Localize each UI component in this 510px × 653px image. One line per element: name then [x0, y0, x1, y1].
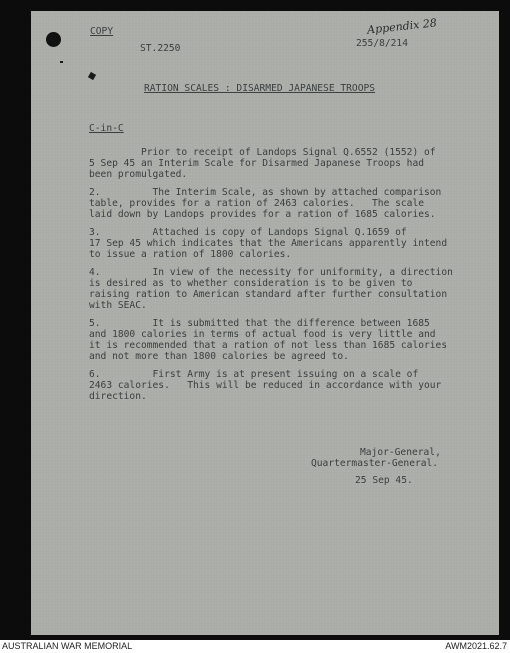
paragraph-5: 5. It is submitted that the difference between 1685 and 1800 calories in terms of actual food is very little and it is recommended that a ration of not less than 1685 calories and not more than 1800 calories be agreed to.: [89, 318, 448, 362]
signature-title: Quartermaster-General.: [311, 458, 439, 469]
signature-rank: Major-General,: [360, 447, 441, 458]
footer-institution: AUSTRALIAN WAR MEMORIAL: [2, 641, 133, 651]
document-date: 25 Sep 45.: [355, 475, 413, 486]
addressee: C-in-C: [89, 123, 124, 134]
paragraph-3: 3. Attached is copy of Landops Signal Q.1659 of 17 Sep 45 which indicates that the Americans apparently intend to issue a ration of 1800 calories.: [89, 227, 448, 260]
ink-speck: [60, 61, 63, 63]
handwritten-appendix-note: Appendix 28: [366, 16, 438, 37]
ink-speck: [88, 72, 96, 80]
footer-accession: AWM2021.62.7: [445, 641, 507, 651]
paragraph-2: 2. The Interim Scale, as shown by attached comparison table, provides for a ration of 2463 calories. The scale laid down by Landops provides for a ration of 1685 calories.: [89, 187, 442, 220]
document-page: [31, 11, 499, 635]
paragraph-1: Prior to receipt of Landops Signal Q.6552 (1552) of 5 Sep 45 an Interim Scale for Disarmed Japanese Troops had been promulgated.: [89, 147, 436, 180]
paragraph-6: 6. First Army is at present issuing on a scale of 2463 calories. This will be reduced in accordance with your direction.: [89, 369, 442, 402]
reference-left: ST.2250: [140, 43, 181, 54]
reference-right: 255/8/214: [356, 38, 408, 49]
paragraph-4: 4. In view of the necessity for uniformity, a direction is desired as to whether consideration is to be given to raising ration to American standard after further consultation with SEAC.: [89, 267, 453, 311]
document-title: RATION SCALES : DISARMED JAPANESE TROOPS: [144, 83, 376, 94]
copy-label: COPY: [90, 26, 114, 37]
punch-hole: [46, 32, 61, 47]
